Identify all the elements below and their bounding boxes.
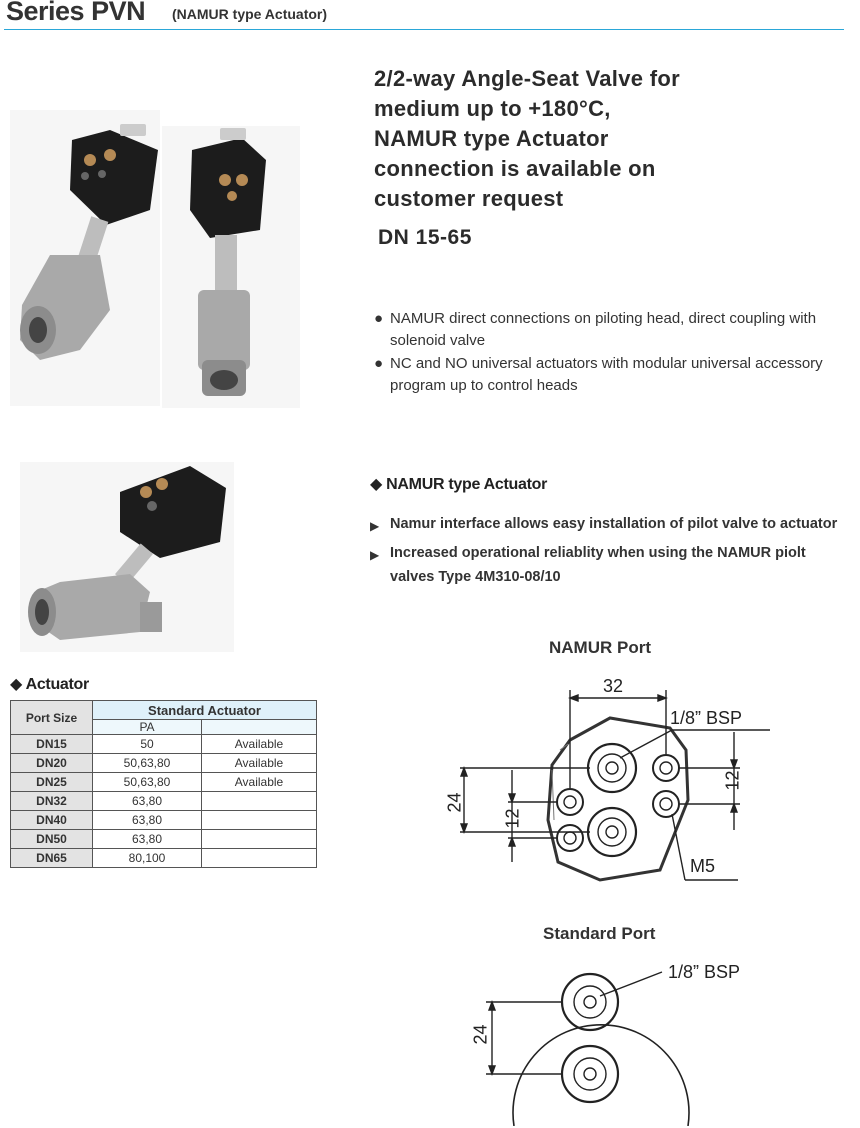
triangle-right-icon: ▶ [370,519,380,533]
m5-label: M5 [690,856,716,876]
feature-item: ● NC and NO universal actuators with modular universal accessory program up to control heads [374,355,823,394]
standard-port-title: Standard Port [543,924,656,943]
std-dim-24: 24 [470,1024,491,1045]
dim-12-left: 12 [502,808,523,829]
valve-photo-pair [10,110,300,410]
actuator-heading: ◆ Actuator [10,676,89,693]
col-standard-actuator: Standard Actuator [93,701,317,720]
table-row: DN40 63,80 [11,811,317,830]
namur-list [370,512,850,594]
triangle-right-icon: ▶ [370,548,380,562]
actuator-table [10,700,317,868]
namur-item: ▶ Increased operational reliablity when using the NAMUR piolt valves Type 4M310-08/10 [370,545,806,585]
namur-heading: ◆ NAMUR type Actuator [370,476,547,493]
col-port-size: Port Size [11,701,93,735]
port-large-top [588,744,636,792]
feature-list [372,308,842,398]
std-port-top [562,974,618,1030]
namur-port-title: NAMUR Port [549,638,651,657]
title-line: NAMUR type Actuator [374,126,609,151]
standard-body-outline [513,1025,689,1126]
bsp-label: 1/8” BSP [670,708,743,728]
port-large-bottom [588,808,636,856]
table-row: DN32 63,80 [11,792,317,811]
title-line: customer request [374,186,564,211]
table-row: DN15 50 Available [11,735,317,754]
feature-item: ● NAMUR direct connections on piloting head, direct coupling with solenoid valve [374,310,817,349]
product-title [374,64,844,214]
diamond-icon: ◆ [10,676,23,693]
bullet-dot-icon: ● [374,355,384,372]
col-pa: PA [93,720,202,735]
diamond-icon: ◆ [370,476,383,493]
table-row: DN25 50,63,80 Available [11,773,317,792]
series-title: Series PVN [6,0,146,26]
dim-12-right: 12 [722,770,743,791]
table-row: DN50 63,80 [11,830,317,849]
port-small-1 [557,789,583,815]
std-bsp-label: 1/8” BSP [668,962,741,982]
std-port-bottom [562,1046,618,1102]
title-line: 2/2-way Angle-Seat Valve for [374,66,680,91]
dim-32: 32 [603,676,624,696]
dn-range: DN 15-65 [378,226,472,249]
table-row: DN20 50,63,80 Available [11,754,317,773]
port-small-4 [653,791,679,817]
title-line: medium up to +180°C, [374,96,611,121]
header-divider [4,29,844,30]
dim-24: 24 [444,792,465,813]
bullet-dot-icon: ● [374,310,384,327]
port-small-3 [653,755,679,781]
table-row: DN65 80,100 [11,849,317,868]
port-small-2 [557,825,583,851]
col-blank [202,720,317,735]
namur-item: ▶ Namur interface allows easy installation of pilot valve to actuator [370,512,850,536]
title-line: connection is available on [374,156,656,181]
series-subtitle: (NAMUR type Actuator) [172,6,328,22]
valve-photo-angled [20,462,234,652]
